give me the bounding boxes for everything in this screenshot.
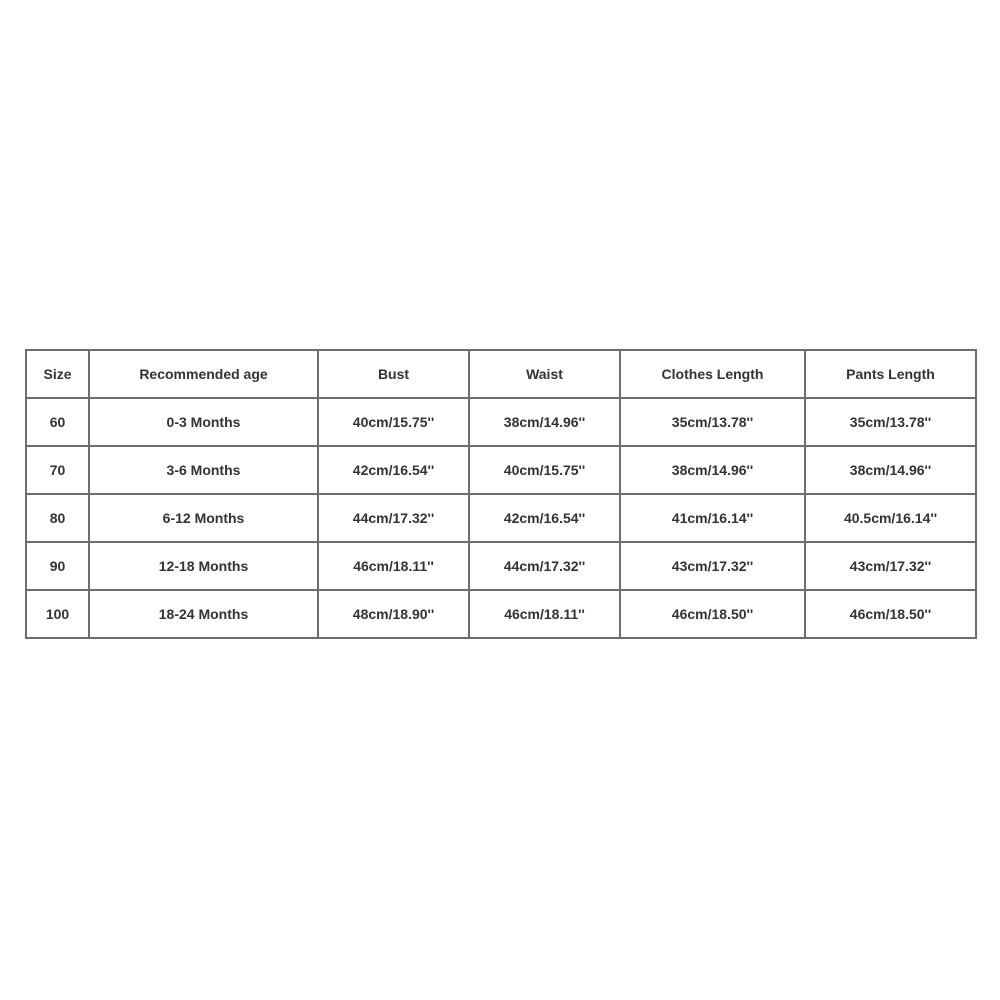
table-row <box>26 542 976 590</box>
cell-size: 60 <box>26 398 89 446</box>
cell-waist: 38cm/14.96'' <box>469 398 620 446</box>
cell-clothes-length: 41cm/16.14'' <box>620 494 805 542</box>
header-size: Size <box>26 350 89 398</box>
table-row <box>26 446 976 494</box>
cell-clothes-length: 43cm/17.32'' <box>620 542 805 590</box>
cell-size: 100 <box>26 590 89 638</box>
cell-size: 90 <box>26 542 89 590</box>
cell-pants-length: 38cm/14.96'' <box>805 446 976 494</box>
table-header-row <box>26 350 976 398</box>
cell-waist: 46cm/18.11'' <box>469 590 620 638</box>
cell-recommended-age: 3-6 Months <box>89 446 318 494</box>
cell-recommended-age: 0-3 Months <box>89 398 318 446</box>
cell-recommended-age: 18-24 Months <box>89 590 318 638</box>
header-bust: Bust <box>318 350 469 398</box>
cell-pants-length: 43cm/17.32'' <box>805 542 976 590</box>
cell-waist: 40cm/15.75'' <box>469 446 620 494</box>
header-pants-length: Pants Length <box>805 350 976 398</box>
header-recommended-age: Recommended age <box>89 350 318 398</box>
cell-bust: 48cm/18.90'' <box>318 590 469 638</box>
cell-clothes-length: 46cm/18.50'' <box>620 590 805 638</box>
header-clothes-length: Clothes Length <box>620 350 805 398</box>
cell-waist: 44cm/17.32'' <box>469 542 620 590</box>
size-chart-table <box>25 349 977 639</box>
cell-size: 70 <box>26 446 89 494</box>
cell-pants-length: 46cm/18.50'' <box>805 590 976 638</box>
cell-size: 80 <box>26 494 89 542</box>
cell-recommended-age: 6-12 Months <box>89 494 318 542</box>
cell-bust: 42cm/16.54'' <box>318 446 469 494</box>
cell-bust: 40cm/15.75'' <box>318 398 469 446</box>
table-row <box>26 590 976 638</box>
cell-waist: 42cm/16.54'' <box>469 494 620 542</box>
cell-pants-length: 40.5cm/16.14'' <box>805 494 976 542</box>
table-row <box>26 398 976 446</box>
cell-pants-length: 35cm/13.78'' <box>805 398 976 446</box>
cell-recommended-age: 12-18 Months <box>89 542 318 590</box>
cell-clothes-length: 38cm/14.96'' <box>620 446 805 494</box>
table-row <box>26 494 976 542</box>
cell-clothes-length: 35cm/13.78'' <box>620 398 805 446</box>
cell-bust: 46cm/18.11'' <box>318 542 469 590</box>
header-waist: Waist <box>469 350 620 398</box>
cell-bust: 44cm/17.32'' <box>318 494 469 542</box>
